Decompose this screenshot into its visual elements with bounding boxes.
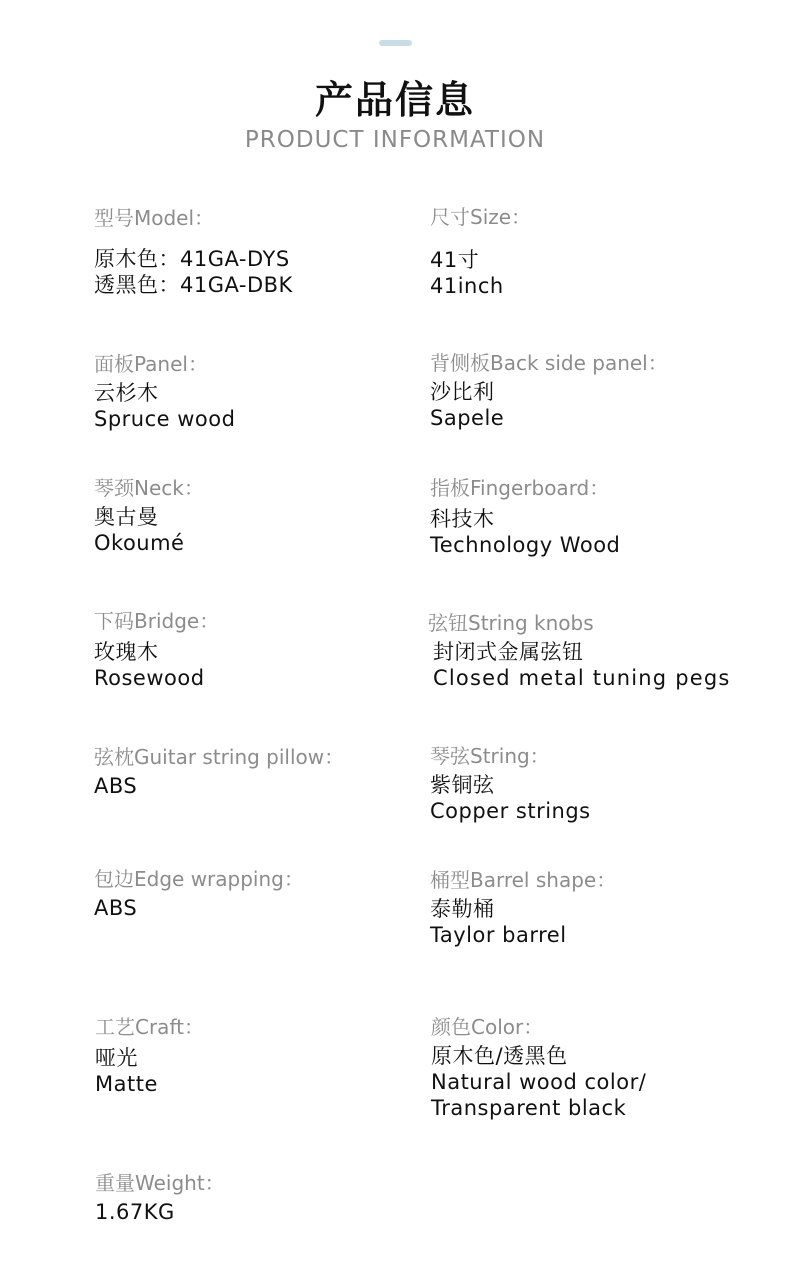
- spec-value: 哑光: [95, 1046, 138, 1070]
- spec-value: Transparent black: [431, 1096, 627, 1120]
- spec-value: Okoumé: [94, 531, 185, 555]
- spec-back-side-panel: [430, 349, 668, 431]
- spec-value: 玫瑰木: [94, 640, 159, 664]
- spec-label: 琴颈Neck：: [94, 476, 204, 500]
- spec-craft: [95, 1013, 204, 1097]
- spec-weight: [95, 1169, 225, 1225]
- spec-value: Copper strings: [430, 799, 591, 823]
- spec-label: 包边Edge wrapping：: [94, 867, 304, 891]
- spec-value: 原木色/透黑色: [431, 1044, 568, 1068]
- spec-bridge: [94, 607, 219, 691]
- spec-value: ABS: [94, 896, 138, 920]
- spec-string-pillow: [94, 743, 344, 799]
- spec-label: 工艺Craft：: [95, 1015, 204, 1039]
- spec-label: 桶型Barrel shape：: [430, 868, 617, 892]
- spec-value: 原木色：41GA-DYS: [94, 247, 290, 271]
- spec-label: 琴弦String：: [430, 744, 550, 768]
- spec-value: 泰勒桶: [430, 897, 495, 921]
- spec-panel: [94, 350, 235, 432]
- spec-value: Technology Wood: [430, 533, 621, 557]
- spec-string: [430, 742, 591, 824]
- spec-value: 科技木: [430, 507, 495, 531]
- spec-label: 下码Bridge：: [94, 609, 220, 633]
- spec-value: 紫铜弦: [430, 773, 495, 797]
- spec-value: Rosewood: [94, 666, 205, 690]
- spec-label: 弦枕Guitar string pillow：: [94, 745, 345, 769]
- spec-label: 颜色Color：: [431, 1015, 544, 1039]
- spec-value: 1.67KG: [95, 1200, 175, 1224]
- spec-neck: [94, 474, 204, 556]
- top-decor-bar: [379, 40, 412, 46]
- spec-value: 透黑色：41GA-DBK: [94, 273, 293, 297]
- spec-model: [94, 204, 293, 298]
- page-title: 产品信息: [314, 78, 475, 122]
- spec-value: ABS: [94, 774, 138, 798]
- spec-value: 云杉木: [94, 381, 159, 405]
- spec-fingerboard: [430, 474, 620, 558]
- spec-value: Matte: [95, 1072, 158, 1096]
- spec-label: 尺寸Size：: [430, 205, 532, 229]
- spec-value: Spruce wood: [94, 407, 236, 431]
- spec-value: Taylor barrel: [430, 923, 567, 947]
- spec-label: 背侧板Back side panel：: [430, 351, 668, 375]
- spec-label: 型号Model：: [94, 206, 215, 230]
- spec-string-knobs: [428, 609, 731, 691]
- spec-value: Closed metal tuning pegs: [433, 666, 731, 690]
- spec-barrel-shape: [430, 866, 616, 948]
- spec-value: 41inch: [430, 274, 504, 298]
- spec-value: Natural wood color/: [431, 1070, 647, 1094]
- spec-edge-wrapping: [94, 865, 304, 921]
- spec-label: 指板Fingerboard：: [430, 476, 610, 500]
- spec-label: 弦钮String knobs: [428, 611, 594, 635]
- spec-color: [431, 1013, 646, 1121]
- spec-label: 面板Panel：: [94, 352, 208, 376]
- spec-value: 沙比利: [430, 380, 495, 404]
- spec-value: 41寸: [430, 248, 480, 272]
- spec-label: 重量Weight：: [95, 1171, 225, 1195]
- page-subtitle: PRODUCT INFORMATION: [244, 127, 546, 153]
- spec-value: Sapele: [430, 406, 505, 430]
- spec-value: 封闭式金属弦钮: [433, 640, 584, 664]
- spec-size: [430, 203, 531, 299]
- spec-value: 奥古曼: [94, 505, 159, 529]
